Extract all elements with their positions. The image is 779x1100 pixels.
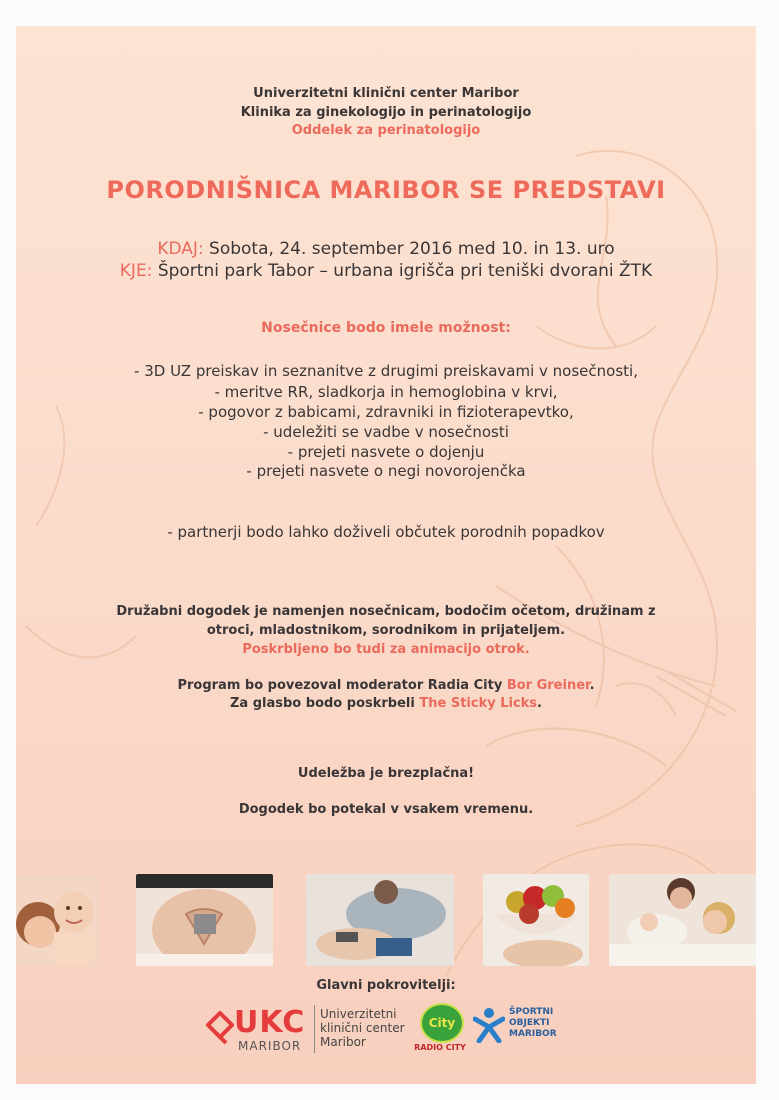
free-entry: Udeležba je brezplačna!: [297, 766, 475, 781]
where-label: KJE:: [119, 261, 153, 281]
social-line-3: Poskrbljeno bo tudi za animacijo otrok.: [242, 642, 530, 657]
music-text: Za glasbo bodo poskrbeli: [230, 696, 420, 711]
header-line-1: Univerzitetni klinični center Maribor: [253, 86, 519, 101]
ukc-text: [320, 1007, 405, 1049]
sportni-1: ŠPORTNI: [509, 1007, 554, 1017]
page-title: PORODNIŠNICA MARIBOR SE PREDSTAVI: [106, 176, 666, 204]
header-line-3: Oddelek za perinatologijo: [291, 123, 481, 138]
sportni-objekti-logo: [473, 1001, 563, 1061]
ukc-sub: MARIBOR: [238, 1039, 302, 1053]
opportunity-item: - meritve RR, sladkorja in hemoglobina v krvi,: [214, 383, 558, 401]
where-line: [16, 261, 756, 281]
sponsors-heading: Glavni pokrovitelji:: [316, 978, 456, 993]
program-line-1: [16, 678, 756, 693]
when-value: Sobota, 24. september 2016 med 10. in 13. uro: [209, 239, 615, 259]
program-line-2: [16, 696, 756, 711]
ukc-text-3: Maribor: [320, 1035, 366, 1049]
sportni-text: [509, 1007, 557, 1040]
social-line-2: otroci, mladostnikom, sorodnikom in prijateljem.: [206, 623, 566, 638]
when-label: KDAJ:: [157, 239, 204, 259]
moderator-name: Bor Greiner: [506, 678, 590, 693]
ukc-maribor-logo: [206, 1001, 406, 1061]
band-name: The Sticky Licks: [419, 696, 538, 711]
social-line-1: Družabni dogodek je namenjen nosečnicam, bodočim očetom, družinam z: [116, 604, 656, 619]
radio-city-name: RADIO CITY: [414, 1043, 466, 1052]
ukc-wordmark: UKC: [234, 1005, 306, 1040]
photo-mother-baby: [16, 874, 98, 966]
radio-city-logo: [414, 1001, 466, 1061]
sportni-2: OBJEKTI: [509, 1018, 550, 1028]
photo-pregnant-belly-heart: [136, 874, 273, 966]
when-line: [16, 239, 756, 259]
sport-figure-icon: [473, 1007, 505, 1043]
photo-couple-newborn: [609, 874, 756, 966]
punct: .: [589, 678, 595, 693]
opportunity-item: - 3D UZ preiskav in seznanitve z drugimi preiskavami v nosečnosti,: [134, 362, 638, 380]
opportunity-item: - pogovor z babicami, zdravniki in fizioterapevtko,: [198, 403, 574, 421]
punct: .: [537, 696, 542, 711]
where-value: Športni park Tabor – urbana igrišča pri teniški dvorani ŽTK: [157, 261, 653, 281]
opportunities-heading: Nosečnice bodo imele možnost:: [261, 320, 511, 336]
ukc-text-2: klinični center: [320, 1021, 405, 1035]
sportni-3: MARIBOR: [509, 1029, 557, 1039]
ukc-symbol-icon: [206, 1011, 234, 1047]
ukc-text-1: Univerzitetni: [320, 1007, 397, 1021]
radio-city-badge: City: [420, 1003, 464, 1043]
program-text: Program bo povezoval moderator Radia City: [177, 678, 507, 693]
poster: [16, 26, 756, 1084]
photo-ultrasound: [306, 874, 454, 966]
header-line-2: Klinika za ginekologijo in perinatologijo: [240, 105, 532, 120]
photo-fruit-bowl: [483, 874, 589, 966]
weather-note: Dogodek bo potekal v vsakem vremenu.: [238, 802, 534, 817]
opportunity-item: - udeležiti se vadbe v nosečnosti: [263, 423, 509, 441]
opportunity-item: - prejeti nasvete o negi novorojenčka: [246, 462, 526, 480]
partners-line: - partnerji bodo lahko doživeli občutek porodnih popadkov: [167, 523, 605, 541]
opportunity-item: - prejeti nasvete o dojenju: [287, 443, 485, 461]
